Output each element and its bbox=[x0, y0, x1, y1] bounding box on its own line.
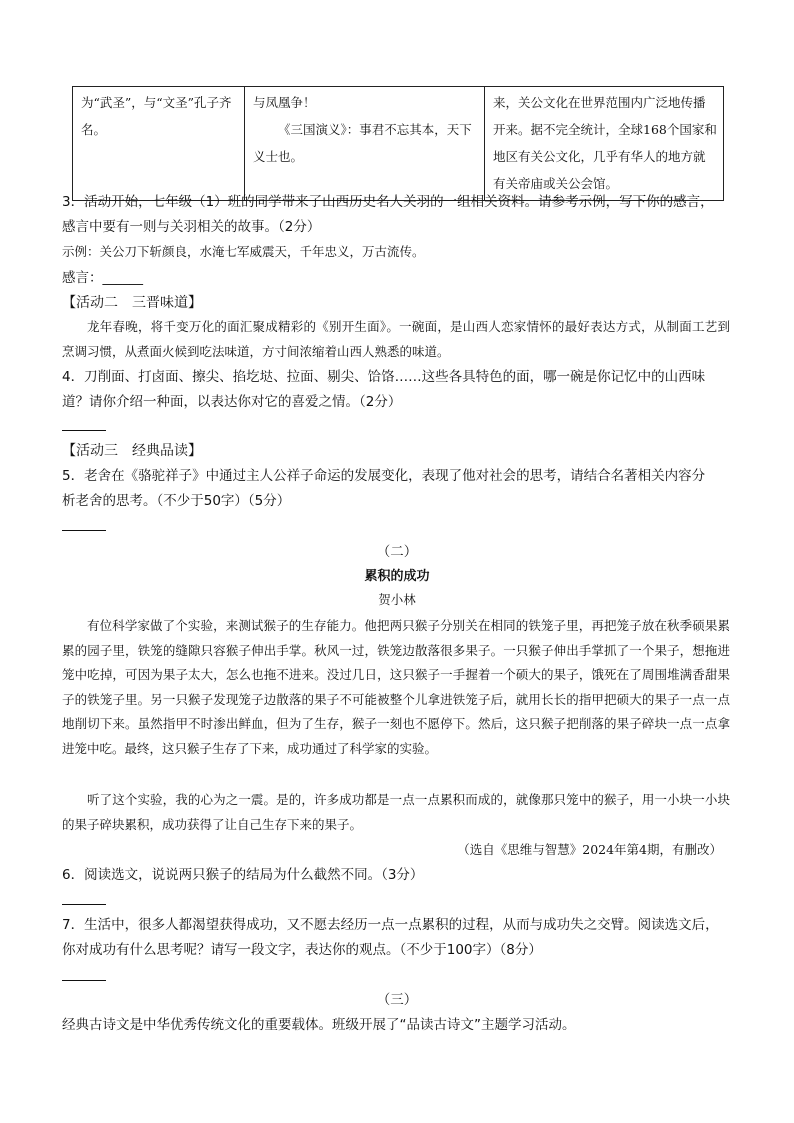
section-3-number: （三） bbox=[376, 992, 418, 1008]
guan-yu-info-table bbox=[72, 86, 724, 201]
question-6-line-1: 6．阅读选文，说说两只猴子的结局为什么截然不同。（3分） bbox=[62, 867, 424, 883]
answer-label: 感言： bbox=[62, 270, 103, 286]
essay-source: （选自《思维与智慧》2024年第4期，有删改） bbox=[457, 842, 722, 857]
question-7-line-2: 你对成功有什么思考呢？请写一段文字，表达你的观点。（不少于100字）（8分） bbox=[62, 942, 542, 958]
activity-2-text: 龙年春晚，将千变万化的面汇聚成精彩的《别开生面》。一碗面，是山西人恋家情怀的最好表达方式，从制面工艺到烹调习惯，从煮面火候到吃法味道，方寸间浓缩着山西人熟悉的味道。 bbox=[62, 319, 730, 359]
question-3-line-2: 感言中要有一则与关羽相关的故事。（2分） bbox=[62, 219, 321, 235]
table-row bbox=[73, 87, 724, 201]
answer-line[interactable] bbox=[62, 904, 106, 905]
answer-line[interactable] bbox=[62, 530, 106, 531]
table-cell-2-line2: 《三国演义》：事君不忘其本，天下义士也。 bbox=[253, 122, 472, 164]
question-7-line-1: 7．生活中，很多人都渴望获得成功，又不愿去经历一点一点累积的过程，从而与成功失之交臂。阅读选文后， bbox=[62, 917, 719, 933]
question-3-example: 示例：关公刀下斩颜良，水淹七军威震天，千年忠义，万古流传。 bbox=[62, 244, 425, 259]
activity-3-title: 【活动三 经典品读】 bbox=[62, 443, 202, 459]
table-cell-1: 为“武圣”，与“文圣”孔子齐名。 bbox=[73, 87, 245, 201]
question-5-line-2: 析老舍的思考。（不少于50字）（5分） bbox=[62, 493, 291, 509]
question-3-answer bbox=[62, 266, 734, 290]
question-5-line-1: 5．老舍在《骆驼祥子》中通过主人公祥子命运的发展变化，表现了他对社会的思考，请结合名著相关内容分 bbox=[62, 468, 706, 484]
table-cell-3: 来，关公文化在世界范围内广泛地传播开来。据不完全统计，全球168个国家和地区有关公文化，几乎有华人的地方就有关帝庙或关公会馆。 bbox=[485, 87, 724, 201]
activity-2-title: 【活动二 三晋味道】 bbox=[62, 295, 202, 311]
section-2-number: （二） bbox=[376, 544, 418, 560]
answer-line[interactable] bbox=[62, 980, 106, 981]
answer-blank[interactable]: ______ bbox=[102, 270, 143, 286]
table-cell-2 bbox=[245, 87, 485, 201]
essay-title: 累积的成功 bbox=[364, 569, 430, 584]
question-4-line-1: 4．刀削面、打卤面、擦尖、掐圪垯、拉面、剔尖、饸饹……这些各具特色的面，哪一碗是你记忆中的山西味 bbox=[62, 369, 706, 385]
essay-paragraph-1: 有位科学家做了个实验，来测试猴子的生存能力。他把两只猴子分别关在相同的铁笼子里，再把笼子放在秋季硕果累累的园子里，铁笼的缝隙只容猴子伸出手掌。秋风一过，铁笼边散落很多果子。一只猴子伸出手掌抓了一个果子，想拖进笼中吃掉，可因为果子太大，怎么也拖不进来。没过几日，这只猴子一手握着一个硕大的果子，饿死在了周围堆满香甜果子的铁笼子里。另一只猴子发现笼子边散落的果子不可能被整个儿拿进铁笼子后，就用长长的指甲把硕大的果子一点一点地削切下来。虽然指甲不时渗出鲜血，但为了生存，猴子一刻也不愿停下。然后，这只猴子把削落的果子碎块一点一点拿进笼中吃。最终，这只猴子生存了下来，成功通过了科学家的实验。 bbox=[62, 618, 730, 756]
essay-author: 贺小林 bbox=[378, 592, 416, 607]
section-3-intro: 经典古诗文是中华优秀传统文化的重要载体。班级开展了“品读古诗文”主题学习活动。 bbox=[62, 1017, 576, 1033]
question-3-line-1: 3．活动开始，七年级（1）班的同学带来了山西历史名人关羽的一组相关资料。请参考示例，写下你的感言， bbox=[62, 194, 714, 210]
essay-paragraph-2: 听了这个实验，我的心为之一震。是的，许多成功都是一点一点累积而成的，就像那只笼中的猴子，用一小块一小块的果子碎块累积，成功获得了让自己生存下来的果子。 bbox=[62, 792, 730, 832]
table-cell-2-line1: 与凤凰争！ bbox=[253, 95, 316, 110]
answer-line[interactable] bbox=[62, 430, 106, 431]
question-4-line-2: 道？请你介绍一种面，以表达你对它的喜爱之情。（2分） bbox=[62, 394, 402, 410]
